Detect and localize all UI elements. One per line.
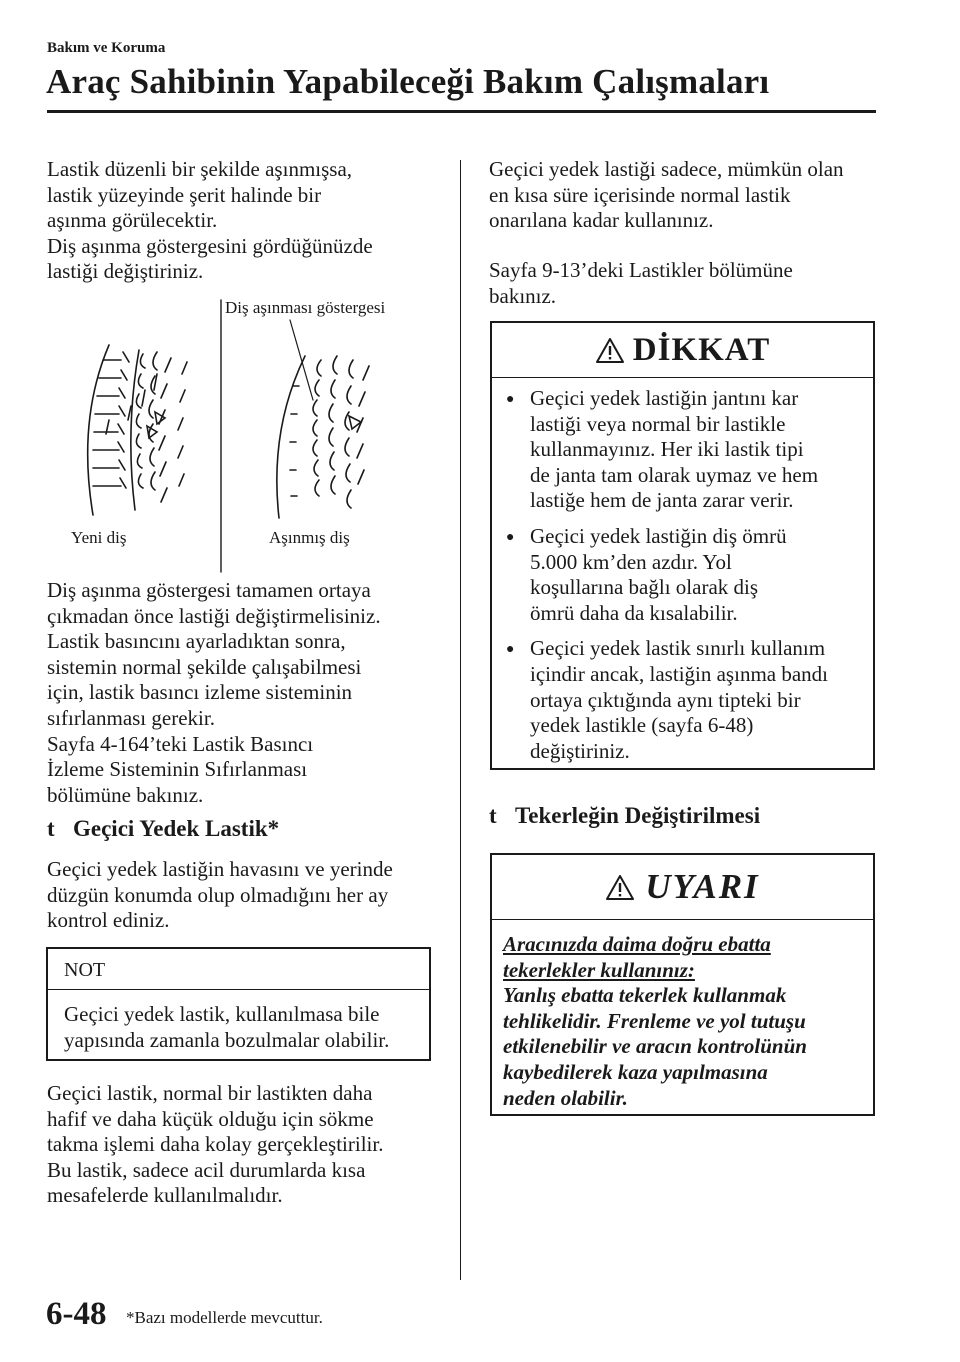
text-line: Bu lastik, sadece acil durumlarda kısa	[47, 1157, 366, 1182]
text-line: Geçici yedek lastiğin diş ömrü	[530, 523, 787, 548]
text-line: yapısında zamanla bozulmalar olabilir.	[64, 1027, 390, 1052]
text-line: bakınız.	[489, 283, 557, 308]
page-number: 6-48	[46, 1296, 107, 1332]
spare-paragraph	[47, 857, 393, 934]
after-figure-paragraph	[47, 578, 381, 808]
wheel-change-heading	[489, 803, 760, 829]
text-line: lastiği değiştiriniz.	[47, 259, 204, 284]
footnote: *Bazı modellerde mevcuttur.	[126, 1308, 323, 1327]
spare-tire-heading	[47, 816, 279, 842]
text-line: aşınma görülecektir.	[47, 208, 218, 233]
text-line: lastiğe hem de janta zarar verir.	[530, 488, 794, 513]
heading-text: Geçici Yedek Lastik*	[73, 816, 280, 841]
closing-paragraph	[47, 1081, 383, 1209]
text-line: neden olabilir.	[503, 1085, 628, 1110]
text-line: Diş aşınma göstergesini gördüğünüzde	[47, 233, 373, 258]
warning-header	[492, 855, 873, 920]
text-line: Sayfa 4-164’teki Lastik Basıncı	[47, 731, 314, 756]
text-line: Geçici yedek lastiği sadece, mümkün olan	[489, 157, 844, 181]
text-line: Sayfa 9-13’deki Lastikler bölümüne	[489, 258, 793, 282]
text-line: bölümüne bakınız.	[47, 782, 204, 807]
page-title: Araç Sahibinin Yapabileceği Bakım Çalışmaları	[46, 62, 770, 101]
text-line: lastiği veya normal bir lastikle	[530, 411, 786, 436]
text-line: çıkmadan önce lastiği değiştirmelisiniz.	[47, 603, 381, 628]
right-intro-paragraph	[489, 157, 844, 234]
section-label: Bakım ve Koruma	[47, 40, 166, 56]
text-line: kontrol ediniz.	[47, 908, 170, 933]
intro-paragraph	[47, 157, 373, 285]
text-line: de janta tam olarak uymaz ve hem	[530, 462, 819, 487]
text-line: kaybedilerek kaza yapılmasına	[503, 1059, 768, 1084]
text-line: onarılana kadar kullanınız.	[489, 208, 714, 233]
text-line: sistemin normal şekilde çalışabilmesi	[47, 654, 362, 679]
note-box	[46, 947, 431, 1061]
text-line: Geçici lastik, normal bir lastikten daha	[47, 1081, 373, 1105]
text-line: koşullarına bağlı olarak diş	[530, 575, 759, 600]
text-line: etkilenebilir ve aracın kontrolünün	[503, 1034, 807, 1059]
caution-item	[506, 386, 873, 514]
wear-indicator-label: Diş aşınması göstergesi	[225, 298, 386, 317]
text-line: değiştiriniz.	[530, 738, 630, 763]
heading-bullet: t	[489, 803, 497, 828]
text-line: takma işlemi daha kolay gerçekleştirilir.	[47, 1132, 384, 1157]
text-line: tekerlekler kullanınız:	[503, 957, 695, 982]
text-line: Lastik basıncını ayarladıktan sonra,	[47, 629, 346, 654]
warning-title: UYARI	[645, 867, 760, 906]
text-line: kullanmayınız. Her iki lastik tipi	[530, 437, 804, 462]
warning-box	[490, 853, 875, 1116]
note-title: NOT	[48, 949, 429, 990]
text-line: ortaya çıktığında aynı tipteki bir	[530, 687, 801, 712]
bullet-icon: ●	[506, 642, 515, 658]
warning-body	[492, 920, 873, 1111]
title-divider	[47, 110, 876, 113]
bullet-icon: ●	[506, 392, 515, 407]
text-line: İzleme Sisteminin Sıfırlanması	[47, 757, 308, 782]
text-line: Aracınızda daima doğru ebatta	[503, 932, 771, 956]
note-body	[48, 990, 429, 1053]
text-line: sıfırlanması gerekir.	[47, 705, 215, 730]
caution-body	[492, 378, 873, 764]
text-line: tehlikelidir. Frenleme ve yol tutuşu	[503, 1008, 806, 1033]
heading-text: Tekerleğin Değiştirilmesi	[515, 803, 761, 828]
text-line: ömrü daha da kısalabilir.	[530, 600, 738, 625]
text-line: Geçici yedek lastiğin havasını ve yerinde	[47, 857, 393, 881]
text-line: Geçici yedek lastik sınırlı kullanım	[530, 636, 826, 661]
text-line: 5.000 km’den azdır. Yol	[530, 549, 732, 574]
text-line: Geçici yedek lastik, kullanılmasa bile	[64, 1002, 380, 1026]
warning-triangle-icon	[605, 874, 635, 901]
text-line: Diş aşınma göstergesi tamamen ortaya	[47, 578, 371, 602]
heading-bullet: t	[47, 816, 55, 841]
caution-title: DİKKAT	[632, 331, 771, 368]
tire-wear-figure	[47, 290, 447, 575]
bullet-icon: ●	[506, 529, 515, 545]
caution-item	[506, 636, 873, 764]
reference-paragraph	[489, 258, 793, 309]
text-line: mesafelerde kullanılmalıdır.	[47, 1183, 283, 1208]
warning-triangle-icon	[595, 337, 625, 364]
text-line: Geçici yedek lastiğin jantını kar	[530, 386, 799, 410]
new-tread-label: Yeni diş	[71, 528, 127, 547]
worn-tread-label: Aşınmış diş	[269, 528, 350, 547]
text-line: hafif ve daha küçük olduğu için sökme	[47, 1106, 374, 1131]
text-line: Yanlış ebatta tekerlek kullanmak	[503, 983, 787, 1008]
text-line: Lastik düzenli bir şekilde aşınmışsa,	[47, 157, 353, 181]
column-divider	[460, 160, 461, 1280]
caution-item	[506, 524, 873, 626]
text-line: en kısa süre içerisinde normal lastik	[489, 182, 791, 207]
text-line: lastik yüzeyinde şerit halinde bir	[47, 182, 322, 207]
text-line: yedek lastikle (sayfa 6-48)	[530, 713, 754, 738]
text-line: için, lastik basıncı izleme sisteminin	[47, 680, 353, 705]
caution-box	[490, 321, 875, 770]
text-line: düzgün konumda olup olmadığını her ay	[47, 882, 389, 907]
text-line: içindir ancak, lastiğin aşınma bandı	[530, 661, 828, 686]
caution-header	[492, 323, 873, 378]
